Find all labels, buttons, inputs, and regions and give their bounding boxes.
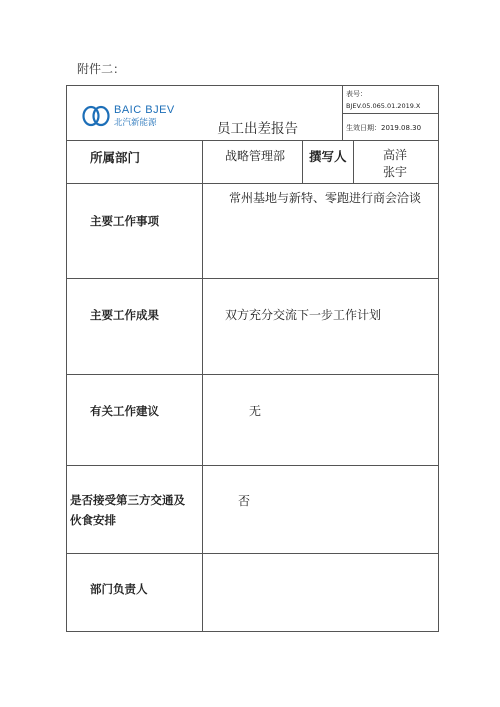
meta-divider-h: [342, 113, 439, 114]
main-work-value: 常州基地与新特、零跑进行商会洽谈: [229, 191, 422, 205]
row-divider-1: [66, 183, 439, 184]
main-work-label: 主要工作事项: [90, 214, 159, 228]
form-code-label: 表号：: [346, 90, 367, 98]
document-title: 员工出差报告: [217, 121, 298, 137]
dept-label: 所属部门: [90, 150, 141, 165]
effective-date-value: 2019.08.30: [381, 124, 422, 132]
effective-date-label: 生效日期：: [346, 124, 381, 132]
brand-cn: 北汽新能源: [114, 118, 157, 128]
row-divider-3: [66, 374, 439, 375]
dept-value: 战略管理部: [225, 149, 286, 163]
suggestions-label: 有关工作建议: [90, 404, 159, 418]
writer-name-2: 张宇: [383, 165, 408, 179]
row-divider-5: [66, 553, 439, 554]
column-divider: [202, 141, 203, 632]
form-code-value: BJEV.05.065.01.2019.X: [346, 102, 421, 110]
brand-en: BAIC BJEV: [114, 104, 175, 116]
effective-date: [346, 123, 421, 133]
attachment-label: 附件二：: [77, 62, 126, 76]
main-results-value: 双方充分交流下一步工作计划: [225, 308, 382, 322]
dept-head-label: 部门负责人: [90, 582, 148, 596]
header-divider: [66, 140, 439, 141]
writer-divider-right: [353, 141, 354, 183]
main-results-label: 主要工作成果: [90, 308, 159, 322]
writer-name-1: 高洋: [383, 148, 408, 162]
writer-divider-left: [302, 141, 303, 183]
logo-mark-icon: [82, 104, 110, 128]
row-divider-4: [66, 465, 439, 466]
company-logo: [82, 104, 192, 128]
third-party-value: 否: [238, 494, 251, 508]
row-divider-2: [66, 278, 439, 279]
third-party-label-line2: 伙食安排: [70, 513, 116, 527]
third-party-label-line1: 是否接受第三方交通及: [70, 493, 185, 507]
suggestions-value: 无: [249, 404, 262, 418]
writer-label: 撰写人: [309, 149, 347, 164]
